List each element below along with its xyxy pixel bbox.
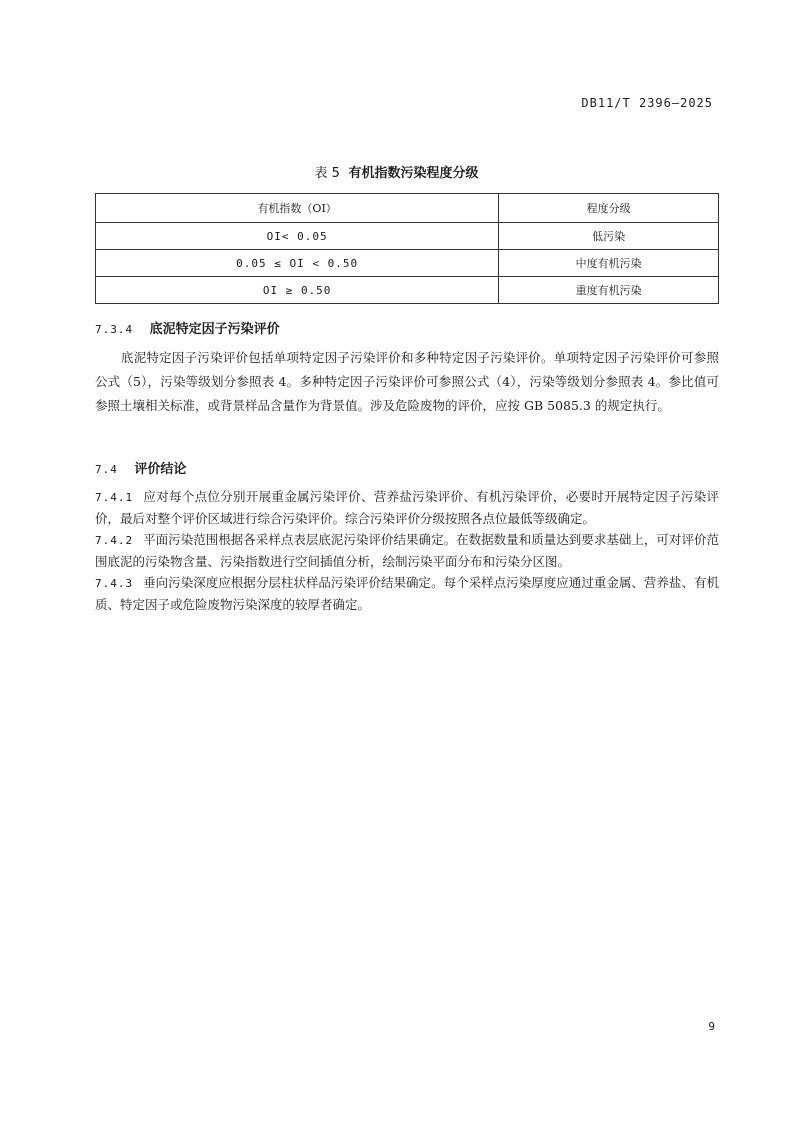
clause-text: 应对每个点位分别开展重金属污染评价、营养盐污染评价、有机污染评价，必要时开展特定因子污染评价，最后对整个评价区域进行综合污染评价。综合污染评价分级按照各点位最低等级确定。 bbox=[95, 489, 719, 526]
table-cell: 低污染 bbox=[499, 223, 719, 250]
section-number: 7.3.4 bbox=[95, 323, 134, 336]
table-header-cell: 有机指数（OI） bbox=[96, 194, 499, 223]
table-row bbox=[96, 277, 719, 304]
clause-number: 7.4.2 bbox=[95, 534, 134, 547]
table-cell: 中度有机污染 bbox=[499, 250, 719, 277]
table-header-cell: 程度分级 bbox=[499, 194, 719, 223]
table-cell: OI ≥ 0.50 bbox=[96, 277, 499, 304]
table-cell: 重度有机污染 bbox=[499, 277, 719, 304]
table-row bbox=[96, 250, 719, 277]
table-cell: OI< 0.05 bbox=[96, 223, 499, 250]
clause-text: 垂向污染深度应根据分层柱状样品污染评价结果确定。每个采样点污染厚度应通过重金属、营养盐、有机质、特定因子或危险废物污染深度的较厚者确定。 bbox=[95, 575, 719, 612]
table-row bbox=[96, 223, 719, 250]
clause-text: 平面污染范围根据各采样点表层底泥污染评价结果确定。在数据数量和质量达到要求基础上，可对评价范围底泥的污染物含量、污染指数进行空间插值分析，绘制污染平面分布和污染分区图。 bbox=[95, 532, 719, 569]
table-caption bbox=[0, 162, 793, 181]
section-title: 底泥特定因子污染评价 bbox=[149, 322, 280, 337]
clause-number: 7.4.3 bbox=[95, 577, 134, 590]
clause-7-4-2 bbox=[95, 529, 719, 572]
clause-number: 7.4.1 bbox=[95, 491, 134, 504]
clause-7-4-3 bbox=[95, 572, 719, 615]
section-heading-7-4 bbox=[95, 458, 186, 477]
table-title: 有机指数污染程度分级 bbox=[348, 166, 479, 181]
page-number: 9 bbox=[708, 1020, 715, 1033]
section-body-7-3-4: 底泥特定因子污染评价包括单项特定因子污染评价和多种特定因子污染评价。单项特定因子污染评价可参照公式（5），污染等级划分参照表 4。多种特定因子污染评价可参照公式（4），污染等级划分参照表 4。参比值可参照土壤相关标准，或背景样品含量作为背景值。涉及危险废物的评价，应按 GB 5085.3 的规定执行。 bbox=[95, 350, 719, 413]
section-heading-7-3-4 bbox=[95, 318, 280, 337]
table-cell: 0.05 ≤ OI < 0.50 bbox=[96, 250, 499, 277]
clause-7-4-1 bbox=[95, 486, 719, 529]
section-title: 评价结论 bbox=[134, 462, 187, 477]
table-header-row bbox=[96, 194, 719, 223]
standard-number: DB11/T 2396—2025 bbox=[581, 96, 713, 110]
section-number: 7.4 bbox=[95, 463, 118, 476]
table-number: 表 5 bbox=[314, 166, 340, 181]
organic-index-grade-table bbox=[95, 193, 719, 304]
